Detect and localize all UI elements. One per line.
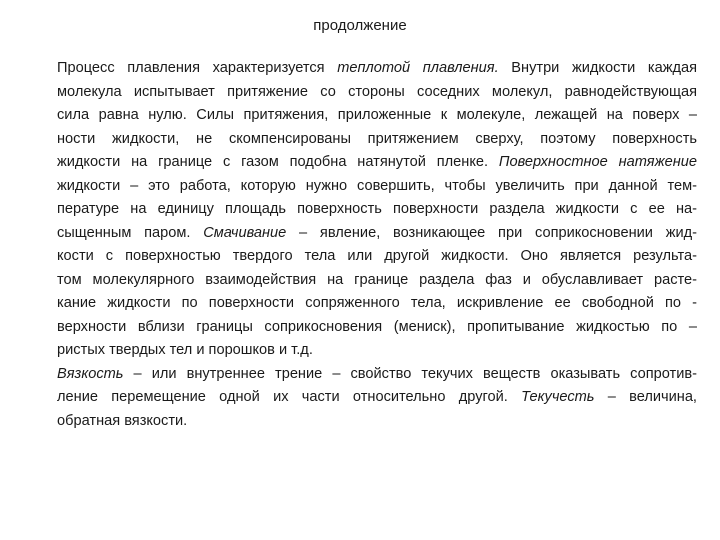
text-segment: ности жидкости, не скомпенсированы притяжением сверху, поэтому поверхность <box>57 130 697 147</box>
text-segment: пературе на единицу площадь поверхность поверхности раздела жидкости с ее на- <box>57 201 697 217</box>
text-segment: ристых твердых тел и порошков и т.д. <box>57 342 313 358</box>
text-line <box>57 292 697 316</box>
text-line <box>57 316 697 340</box>
italic-term: Вязкость <box>57 365 124 382</box>
text-line <box>57 57 697 81</box>
text-segment: – явление, возникающее при соприкосновении жид- <box>286 224 697 241</box>
text-segment: том молекулярного взаимодействия на границе раздела фаз и обуславливает расте- <box>57 271 697 288</box>
text-line <box>57 363 697 387</box>
page-heading: продолжение <box>313 17 407 34</box>
text-line <box>57 104 697 128</box>
text-line <box>57 81 697 105</box>
text-segment: верхности вблизи границы соприкосновения (мениск), пропитывание жидкостью по – <box>57 318 697 335</box>
italic-term: Текучесть <box>521 389 595 405</box>
text-line <box>57 386 697 410</box>
text-segment: жидкости на границе с газом подобна натянутой пленке. <box>57 154 499 170</box>
text-line <box>57 245 697 269</box>
text-line <box>57 151 697 175</box>
text-segment: кание жидкости по поверхности сопряженного тела, искривление ее свободной по - <box>57 295 697 311</box>
text-segment: – или внутреннее трение – свойство текучих веществ оказывать сопротив- <box>123 365 697 382</box>
text-segment: молекула испытывает притяжение со стороны соседних молекул, равнодействующая <box>57 83 697 100</box>
text-line <box>57 128 697 152</box>
text-segment: сила равна нулю. Силы притяжения, приложенные к молекуле, лежащей на поверх – <box>57 107 697 123</box>
text-segment: Процесс плавления характеризуется <box>57 60 338 76</box>
italic-term: Поверхностное натяжение <box>498 154 697 170</box>
text-line <box>57 222 697 246</box>
text-segment: кости с поверхностью твердого тела или другой жидкости. Оно является результа- <box>57 248 697 264</box>
italic-term: Смачивание <box>203 224 287 241</box>
text-segment: Внутри жидкости каждая <box>498 60 697 76</box>
text-line <box>57 339 697 363</box>
text-segment: обратная вязкости. <box>57 412 188 429</box>
text-line <box>57 198 697 222</box>
text-segment: жидкости – это работа, которую нужно совершить, чтобы увеличить при данной тем- <box>57 177 697 194</box>
body-text <box>57 57 697 433</box>
text-line <box>57 410 697 434</box>
italic-term: теплотой плавления. <box>337 60 499 76</box>
text-line <box>57 269 697 293</box>
text-segment: сыщенным паром. <box>57 224 204 241</box>
text-segment: ление перемещение одной их части относительно другой. <box>57 389 522 405</box>
text-segment: – величина, <box>594 389 697 405</box>
text-line <box>57 175 697 199</box>
